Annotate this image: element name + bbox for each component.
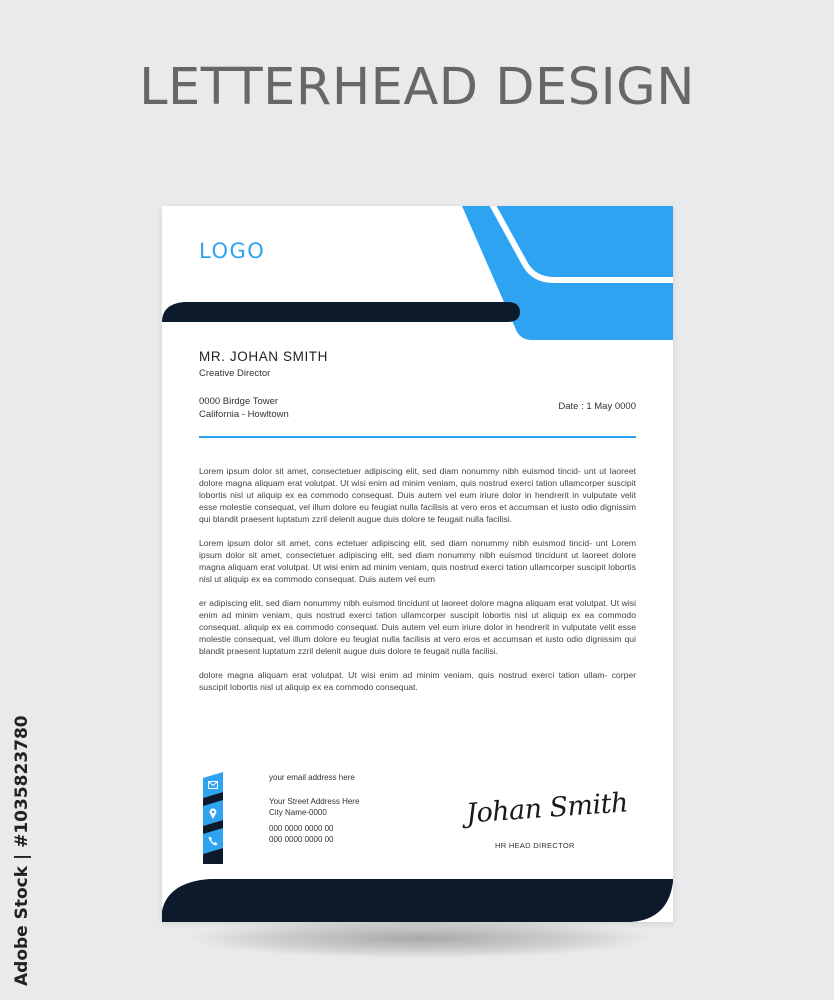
phone-icon	[208, 836, 218, 846]
top-left-dark-bar	[162, 302, 520, 322]
contact-phone-2: 000 0000 0000 00	[269, 834, 334, 844]
email-icon	[208, 781, 218, 789]
body-paragraph: Lorem ipsum dolor sit amet, consectetuer adipiscing elit, sed diam nonummy nibh euismod tincid- unt ut laoreet dolore magna aliquam erat volutpat. Ut wisi enim ad minim veniam, quis nostrud exerci tation ullamcorper suscipit lobortis nisl ut aliquip ex ea commodo consequat. Duis autem vel eum iriure dolor in hendrerit in vulputate velit esse molestie consequat, vel illum dolore eu feugiat nulla facilisis at vero eros et accumsan et iusto odio dignissim qui blandit praesent luptatum zzril delenit augue duis dolore te feugait nulla facilisi.	[199, 466, 636, 525]
footer-dark-shape	[162, 879, 673, 922]
sender-role: Creative Director	[199, 368, 271, 379]
page-headline: LETTERHEAD DESIGN	[139, 58, 695, 117]
signature: Johan Smith	[465, 787, 629, 830]
address-line-2: California - Howltown	[199, 409, 289, 420]
letterhead-page	[162, 206, 673, 922]
body-paragraph: Lorem ipsum dolor sit amet, cons ectetuer adipiscing elit, sed diam nonummy nibh euismod tincid- unt Lorem ipsum dolor sit amet, consectetuer adipiscing elit, sed diam nonummy nibh euismod tincidunt ut laoreet dolore magna aliquam erat volutpat. Ut wisi enim ad minim veniam, quis nostrud exerci tation ullamcorper suscipit lobortis nisl ut aliquip ex ea commodo consequat. Duis autem vel eum	[199, 537, 636, 585]
letter-body	[199, 465, 636, 705]
sender-address	[199, 395, 289, 421]
paper-shadow	[190, 918, 650, 958]
contact-city: City Name-0000	[269, 807, 327, 817]
contact-email: your email address here	[269, 773, 355, 782]
logo-text: LOGO	[199, 239, 266, 263]
body-paragraph: dolore magna aliquam erat volutpat. Ut wisi enim ad minim veniam, quis nostrud exerci tation ullam- corper suscipit lobortis nisl ut aliquip ex ea commodo consequat.	[199, 669, 636, 692]
contact-street: Your Street Address Here	[269, 797, 360, 806]
location-pin-icon	[209, 808, 217, 819]
signature-title: HR HEAD DIRECTOR	[495, 841, 575, 850]
sender-name: MR. JOHAN SMITH	[199, 349, 328, 364]
letter-date: Date : 1 May 0000	[558, 401, 636, 412]
stock-id-watermark: Adobe Stock | #1035823780	[12, 715, 32, 986]
address-line-1: 0000 Birdge Tower	[199, 396, 279, 407]
header-divider	[199, 436, 636, 438]
body-paragraph: er adipiscing elit, sed diam nonummy nibh euismod tincidunt ut laoreet dolore magna aliquam erat volutpat. Ut wisi enim ad minim veniam, quis nostrud exerci tation ullamcorper suscipit lobortis nisl ut aliquip ex ea commodo consequat. aliquip ex ea commodo consequat. Duis autem vel eum iriure dolor in hendrerit in vulputate velit esse molestie consequat, vel illum dolore eu feugiat nulla facilisis at vero eros et accumsan et iusto odio dignissim qui blandit praesent luptatum zzril delenit augue duis dolore te feugait nulla facilisi.	[199, 597, 636, 657]
contact-phone-1: 000 0000 0000 00	[269, 824, 334, 833]
